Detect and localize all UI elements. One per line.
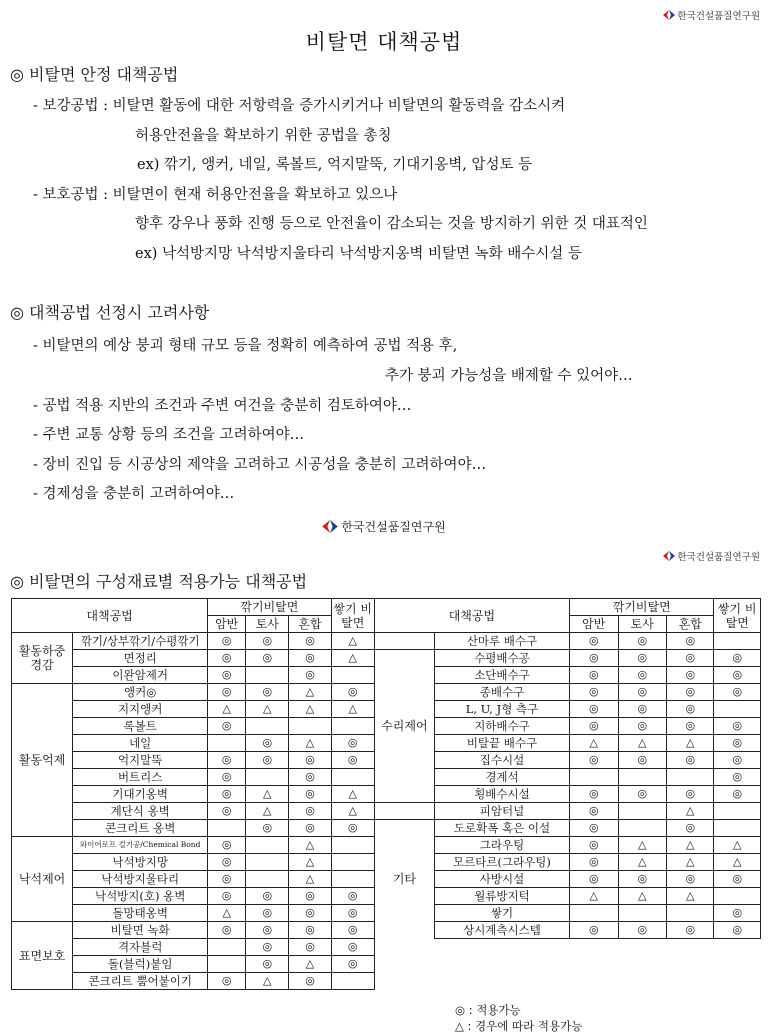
applicability-cell: △ (714, 854, 761, 871)
table-row (12, 650, 761, 667)
applicability-cell: △ (331, 786, 374, 803)
applicability-cell: ◎ (246, 888, 289, 905)
method-name: 면정리 (73, 650, 208, 667)
group-restrain: 활동억제 (12, 684, 73, 837)
applicability-cell: △ (289, 701, 331, 718)
applicability-cell: ◎ (208, 667, 246, 684)
method-name: 지하배수구 (434, 718, 569, 735)
applicability-cell: ◎ (208, 922, 246, 939)
applicability-cell: ◎ (714, 684, 761, 701)
applicability-cell: ◎ (618, 684, 667, 701)
method-name: 피암터널 (434, 803, 569, 820)
applicability-cell (331, 718, 374, 735)
applicability-cell: ◎ (714, 718, 761, 735)
applicability-cell: ◎ (667, 752, 714, 769)
applicability-cell: ◎ (569, 871, 618, 888)
group-blank (374, 633, 434, 650)
header-cut-slope: 깎기비탈면 (569, 599, 714, 616)
applicability-cell: △ (618, 837, 667, 854)
applicability-cell: ◎ (289, 650, 331, 667)
org-logo (663, 549, 760, 563)
header-fill-slope: 쌓기 비탈면 (331, 599, 374, 633)
applicability-cell: △ (569, 888, 618, 905)
applicability-cell (208, 939, 246, 956)
applicability-cell: △ (246, 973, 289, 990)
applicability-cell (246, 854, 289, 871)
applicability-cell: ◎ (289, 922, 331, 939)
logo-icon (322, 520, 338, 533)
table-row (12, 633, 761, 650)
logo-icon (663, 551, 675, 561)
group-rockfall: 낙석제어 (12, 837, 73, 922)
applicability-cell: ◎ (289, 752, 331, 769)
method-name: 비탈면 녹화 (73, 922, 208, 939)
applicability-cell: △ (667, 888, 714, 905)
applicability-cell (618, 820, 667, 837)
group-drain: 수리제어 (374, 650, 434, 803)
applicability-cell: △ (208, 701, 246, 718)
applicability-cell: ◎ (289, 786, 331, 803)
table-heading: ◎ 비탈면의 구성재료별 적용가능 대책공법 (10, 572, 308, 591)
applicability-cell: ◎ (208, 786, 246, 803)
method-name: 경계석 (434, 769, 569, 786)
applicability-cell: ◎ (569, 803, 618, 820)
applicability-cell (331, 837, 374, 854)
applicability-cell (569, 769, 618, 786)
applicability-cell (208, 956, 246, 973)
header-mixed: 혼합 (289, 616, 331, 633)
applicability-cell (246, 769, 289, 786)
group-other: 기타 (374, 820, 434, 939)
applicability-cell: ◎ (289, 820, 331, 837)
applicability-cell: ◎ (618, 701, 667, 718)
applicability-cell: ◎ (714, 650, 761, 667)
applicability-cell: △ (667, 837, 714, 854)
section2-line: - 비탈면의 예상 붕괴 형태 규모 등을 정확히 예측하여 공법 적용 후, (33, 338, 458, 354)
org-logo (663, 8, 760, 22)
applicability-cell: ◎ (246, 820, 289, 837)
section2-line: - 공법 적용 지반의 조건과 주변 여건을 충분히 검토하여야… (33, 398, 412, 414)
applicability-cell: ◎ (208, 837, 246, 854)
method-name: 쌓기 (434, 905, 569, 922)
applicability-cell: △ (618, 735, 667, 752)
section1-heading: ◎ 비탈면 안정 대책공법 (10, 65, 179, 84)
method-name: 억지말뚝 (73, 752, 208, 769)
applicability-cell: ◎ (289, 667, 331, 684)
applicability-cell: △ (667, 735, 714, 752)
method-name: 네일 (73, 735, 208, 752)
applicability-cell: △ (289, 735, 331, 752)
section1-line: - 보강공법 : 비탈면 활동에 대한 저항력을 증가시키거나 비탈면의 활동력을 감소시켜 (33, 98, 566, 114)
applicability-cell: ◎ (208, 650, 246, 667)
applicability-cell: △ (208, 905, 246, 922)
applicability-cell: ◎ (208, 752, 246, 769)
applicability-cell (331, 769, 374, 786)
applicability-cell: ◎ (289, 633, 331, 650)
applicability-cell: ◎ (667, 667, 714, 684)
applicability-cell: ◎ (667, 718, 714, 735)
applicability-cell (618, 769, 667, 786)
applicability-cell: △ (289, 854, 331, 871)
applicability-cell (331, 871, 374, 888)
section2-line: - 경제성을 충분히 고려하여야… (33, 486, 235, 502)
applicability-cell: △ (289, 956, 331, 973)
applicability-cell: △ (246, 701, 289, 718)
applicability-cell: ◎ (569, 922, 618, 939)
applicability-cell: ◎ (246, 684, 289, 701)
countermeasure-table (11, 598, 761, 990)
applicability-cell: ◎ (289, 939, 331, 956)
org-logo-center (0, 518, 768, 535)
org-name: 한국건설품질연구원 (677, 552, 760, 563)
applicability-cell (246, 718, 289, 735)
applicability-cell: ◎ (714, 752, 761, 769)
applicability-cell: ◎ (569, 701, 618, 718)
applicability-cell: △ (289, 684, 331, 701)
applicability-cell: ◎ (208, 871, 246, 888)
applicability-cell (208, 735, 246, 752)
applicability-cell (714, 888, 761, 905)
applicability-cell: ◎ (714, 905, 761, 922)
applicability-cell: ◎ (246, 650, 289, 667)
method-name: 도로확폭 혹은 이설 (434, 820, 569, 837)
applicability-cell: △ (331, 803, 374, 820)
applicability-cell: △ (667, 854, 714, 871)
header-mixed: 혼합 (667, 616, 714, 633)
section1-line: ex) 낙석방지망 낙석방지울타리 낙석방지옹벽 비탈면 녹화 배수시설 등 (135, 246, 582, 262)
header-method: 대책공법 (374, 599, 569, 633)
applicability-cell: ◎ (667, 786, 714, 803)
method-name: 버트리스 (73, 769, 208, 786)
group-reduce: 활동하중 경감 (12, 633, 73, 684)
section2-line: - 장비 진입 등 시공상의 제약을 고려하고 시공성을 충분히 고려하여야… (33, 457, 487, 473)
table-row (12, 803, 761, 820)
applicability-cell: ◎ (208, 769, 246, 786)
applicability-cell: ◎ (331, 922, 374, 939)
applicability-cell: △ (714, 837, 761, 854)
method-name: 사방시설 (434, 871, 569, 888)
applicability-cell: ◎ (331, 888, 374, 905)
applicability-cell: ◎ (714, 667, 761, 684)
applicability-cell: △ (667, 803, 714, 820)
method-name: 격자블럭 (73, 939, 208, 956)
applicability-cell: ◎ (714, 769, 761, 786)
applicability-cell: ◎ (569, 854, 618, 871)
method-name: 콘크리트 옹벽 (73, 820, 208, 837)
applicability-cell: ◎ (208, 803, 246, 820)
applicability-cell (289, 718, 331, 735)
applicability-cell: ◎ (714, 735, 761, 752)
org-name: 한국건설품질연구원 (677, 11, 760, 22)
applicability-cell (208, 820, 246, 837)
applicability-cell: ◎ (714, 871, 761, 888)
applicability-cell: △ (289, 837, 331, 854)
applicability-cell: ◎ (667, 633, 714, 650)
applicability-cell (246, 667, 289, 684)
method-name: 이완암제거 (73, 667, 208, 684)
method-name: 기대기옹벽 (73, 786, 208, 803)
section1-line: ex) 깎기, 앵커, 네일, 록볼트, 억지말뚝, 기대기옹벽, 압성토 등 (137, 157, 533, 173)
method-name: 소단배수구 (434, 667, 569, 684)
header-method: 대책공법 (12, 599, 208, 633)
applicability-cell (569, 905, 618, 922)
method-name: 앵커◎ (73, 684, 208, 701)
applicability-cell (714, 820, 761, 837)
applicability-cell (246, 871, 289, 888)
applicability-cell (331, 854, 374, 871)
applicability-cell: ◎ (331, 905, 374, 922)
applicability-cell: ◎ (667, 650, 714, 667)
applicability-cell: ◎ (246, 752, 289, 769)
applicability-cell: ◎ (667, 820, 714, 837)
method-name: 계단식 옹벽 (73, 803, 208, 820)
applicability-cell: △ (618, 854, 667, 871)
section2-line: 추가 붕괴 가능성을 배제할 수 있어야… (385, 368, 633, 384)
applicability-cell: ◎ (331, 684, 374, 701)
applicability-cell: ◎ (208, 888, 246, 905)
header-rock: 암반 (569, 616, 618, 633)
applicability-cell: △ (569, 735, 618, 752)
method-name: 집수시설 (434, 752, 569, 769)
applicability-cell (667, 905, 714, 922)
applicability-cell: ◎ (331, 735, 374, 752)
method-name: 콘크리트 뿜어붙이기 (73, 973, 208, 990)
applicability-cell: ◎ (618, 922, 667, 939)
applicability-cell: ◎ (331, 820, 374, 837)
page-title: 비탈면 대책공법 (305, 30, 463, 54)
method-name: 산마루 배수구 (434, 633, 569, 650)
applicability-cell: ◎ (569, 718, 618, 735)
method-name: 낙석방지울타리 (73, 871, 208, 888)
applicability-cell: ◎ (289, 888, 331, 905)
applicability-cell: ◎ (246, 735, 289, 752)
header-cut-slope: 깎기비탈면 (208, 599, 331, 616)
applicability-cell: ◎ (246, 939, 289, 956)
applicability-cell (714, 803, 761, 820)
applicability-cell (714, 701, 761, 718)
method-name: 비탈끝 배수구 (434, 735, 569, 752)
group-surface: 표면보호 (12, 922, 73, 990)
applicability-cell: ◎ (714, 786, 761, 803)
applicability-cell: ◎ (618, 718, 667, 735)
applicability-cell: ◎ (618, 786, 667, 803)
method-name: L, U, J형 측구 (434, 701, 569, 718)
applicability-cell: ◎ (714, 922, 761, 939)
applicability-cell: ◎ (208, 854, 246, 871)
method-name: 모르타르(그라우팅) (434, 854, 569, 871)
applicability-cell: ◎ (331, 939, 374, 956)
applicability-cell: ◎ (289, 803, 331, 820)
method-name: 상시계측시스템 (434, 922, 569, 939)
header-soil: 토사 (246, 616, 289, 633)
applicability-cell (667, 769, 714, 786)
logo-icon (663, 10, 675, 20)
method-name: 깎기/상부깎기/수평깎기 (73, 633, 208, 650)
applicability-cell: ◎ (289, 769, 331, 786)
applicability-cell: ◎ (667, 922, 714, 939)
applicability-cell: ◎ (667, 684, 714, 701)
method-name: 낙석방지망 (73, 854, 208, 871)
applicability-cell: ◎ (618, 667, 667, 684)
header-soil: 토사 (618, 616, 667, 633)
method-name: 종배수구 (434, 684, 569, 701)
applicability-cell (246, 837, 289, 854)
applicability-cell: ◎ (246, 956, 289, 973)
applicability-cell (714, 633, 761, 650)
applicability-cell: ◎ (618, 650, 667, 667)
applicability-cell: ◎ (569, 650, 618, 667)
applicability-cell (618, 905, 667, 922)
method-name: 수평배수공 (434, 650, 569, 667)
org-name: 한국건설품질연구원 (341, 520, 446, 534)
method-name: 록볼트 (73, 718, 208, 735)
applicability-cell: ◎ (618, 752, 667, 769)
applicability-cell: ◎ (569, 786, 618, 803)
applicability-cell: ◎ (289, 973, 331, 990)
table-row (12, 939, 761, 956)
method-name: 그라우팅 (434, 837, 569, 854)
table-row (12, 820, 761, 837)
applicability-cell (331, 973, 374, 990)
header-fill-slope: 쌓기 비탈면 (714, 599, 761, 633)
applicability-cell: △ (246, 803, 289, 820)
legend-applicable: ◎ : 적용가능 (455, 1003, 521, 1017)
section2-line: - 주변 교통 상황 등의 조건을 고려하여야… (33, 427, 305, 443)
applicability-cell: ◎ (569, 752, 618, 769)
method-name: 돌(블럭)붙임 (73, 956, 208, 973)
applicability-cell: △ (618, 888, 667, 905)
applicability-cell: ◎ (569, 667, 618, 684)
applicability-cell (331, 667, 374, 684)
applicability-cell: ◎ (667, 701, 714, 718)
applicability-cell: ◎ (246, 905, 289, 922)
applicability-cell: △ (246, 786, 289, 803)
section1-line: - 보호공법 : 비탈면이 현재 허용안전율을 확보하고 있으나 (33, 187, 398, 203)
applicability-cell (618, 803, 667, 820)
section1-line: 허용안전율을 확보하기 위한 공법을 총칭 (135, 128, 392, 144)
applicability-cell: ◎ (618, 633, 667, 650)
legend-area (374, 939, 760, 990)
legend-conditional: △ : 경우에 따라 적용가능 (455, 1019, 583, 1033)
method-name: 와이어로프 걸기공/Chemical Bond (73, 837, 208, 854)
method-name: 지지앵커 (73, 701, 208, 718)
applicability-cell: ◎ (667, 871, 714, 888)
section2-heading: ◎ 대책공법 선정시 고려사항 (10, 303, 210, 322)
applicability-cell: ◎ (569, 633, 618, 650)
applicability-cell: ◎ (331, 956, 374, 973)
applicability-cell: ◎ (246, 633, 289, 650)
applicability-cell: ◎ (289, 905, 331, 922)
header-rock: 암반 (208, 616, 246, 633)
applicability-cell: ◎ (569, 820, 618, 837)
section1-line: 향후 강우나 풍화 진행 등으로 안전율이 감소되는 것을 방지하기 위한 것 대표적인 (135, 216, 648, 232)
method-name: 횡배수시설 (434, 786, 569, 803)
applicability-cell: ◎ (208, 633, 246, 650)
applicability-cell: △ (331, 701, 374, 718)
applicability-cell: ◎ (208, 718, 246, 735)
method-name: 낙석방지(호) 옹벽 (73, 888, 208, 905)
applicability-cell: △ (331, 650, 374, 667)
applicability-cell: ◎ (208, 973, 246, 990)
applicability-cell: ◎ (246, 922, 289, 939)
method-name: 월류방지턱 (434, 888, 569, 905)
applicability-cell: ◎ (618, 871, 667, 888)
applicability-cell: ◎ (569, 684, 618, 701)
applicability-cell: ◎ (331, 752, 374, 769)
applicability-cell: △ (331, 633, 374, 650)
applicability-cell: ◎ (208, 684, 246, 701)
applicability-cell: △ (289, 871, 331, 888)
applicability-cell: ◎ (569, 837, 618, 854)
group-blank (374, 803, 434, 820)
method-name: 돌망태옹벽 (73, 905, 208, 922)
